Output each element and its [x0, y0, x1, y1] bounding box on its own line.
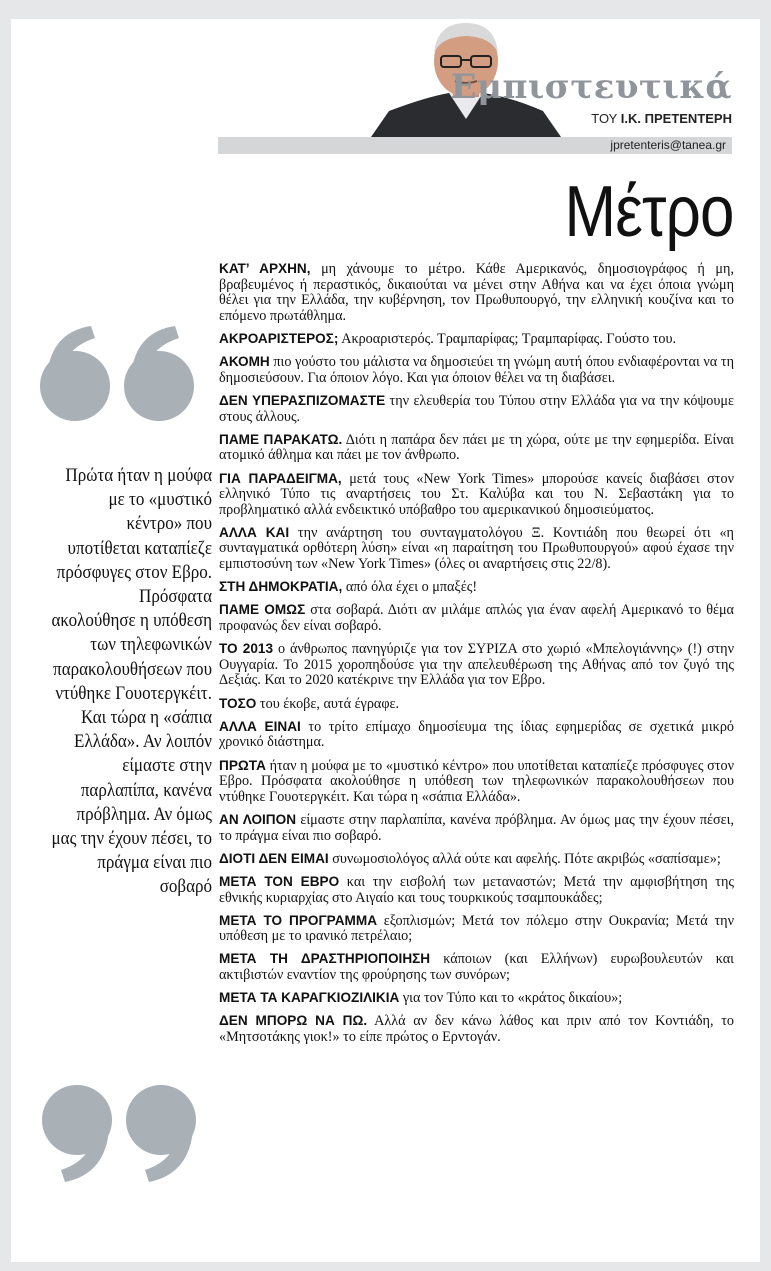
paragraph	[219, 641, 734, 689]
paragraph-lead: ΜΕΤΑ ΤΟ ΠΡΟΓΡΑΜΜΑ	[219, 912, 378, 928]
paragraph	[219, 851, 734, 868]
paragraph-lead: ΔΕΝ ΜΠΟΡΩ ΝΑ ΠΩ.	[219, 1013, 368, 1029]
email-bar	[218, 137, 732, 154]
author-email: jpretenteris@tanea.gr	[610, 138, 726, 152]
paragraph-text: μη χάνουμε το μέτρο. Κάθε Αμερικανός, δημοσιογράφος ή μη, βραβευμένος ή περαστικός, δικαιούται να μένει στην Αθήνα και να έχει όποια γνώμη θέλει για την Ελλάδα, την κυβέρνηση, τον Πρωθυπουργό, την ελληνική κουζίνα και το επόμενο πρωτάθλημα.	[219, 261, 734, 324]
paragraph-text: και την εισβολή των μεταναστών; Μετά την αμφισβήτηση της εθνικής κυριαρχίας στο Αιγαίο και τους τουρκικούς τσαμπουκάδες;	[219, 873, 734, 906]
article-body	[219, 261, 734, 1052]
paragraph-lead: ΑΛΛΑ ΚΑΙ	[219, 524, 290, 540]
paragraph	[219, 579, 734, 596]
headline: Μέτρο	[564, 172, 734, 252]
paragraph-lead: ΤΟΣΟ	[219, 695, 257, 711]
paragraph	[219, 602, 734, 634]
paragraph-lead: ΚΑΤ’ ΑΡΧΗΝ,	[219, 261, 311, 276]
paragraph-text: πιο γούστο του μάλιστα να δημοσιεύει τη γνώμη αυτή όπου ενδιαφέρονται να τη δημοσιεύσουν. Για όποιον λόγο. Και για όποιον θέλει να τη διαβάσει.	[219, 354, 734, 386]
paragraph	[219, 990, 734, 1007]
paragraph	[219, 913, 734, 945]
paragraph-lead: ΑΚΟΜΗ	[219, 354, 270, 370]
paragraph-text: για τον Τύπο και το «κράτος δικαίου»;	[399, 990, 623, 1007]
paragraph-lead: ΑΝ ΛΟΙΠΟΝ	[219, 811, 297, 827]
paragraph-lead: ΠΡΩΤΑ	[219, 757, 266, 773]
paragraph-text: Διότι η παπάρα δεν πάει με τη χώρα, ούτε με την εφημερίδα. Είναι ατομικό άθλημα και πάει με τον άνθρωπο.	[219, 431, 734, 464]
paragraph-text: είμαστε στην παρλαπίπα, κανένα πρόβλημα. Αν όμως μας την έχουν πέσει, το πράγμα είναι πιο σοβαρό.	[219, 811, 734, 844]
paragraph-text: του έκοβε, αυτά έγραφε.	[256, 695, 400, 712]
paragraph-lead: ΣΤΗ ΔΗΜΟΚΡΑΤΙΑ,	[219, 579, 343, 595]
close-quote-icon	[37, 1082, 201, 1182]
article-page	[11, 19, 760, 1262]
paragraph-lead: ΠΑΜΕ ΠΑΡΑΚΑΤΩ.	[219, 431, 343, 447]
paragraph	[219, 471, 734, 519]
paragraph	[219, 874, 734, 906]
column-title: Εμπιστευτικά	[450, 67, 732, 107]
paragraph	[219, 432, 734, 464]
paragraph-text: συνωμοσιολόγος αλλά ούτε και αφελής. Πότε ακριβώς «σαπίσαμε»;	[328, 850, 721, 867]
byline	[591, 111, 732, 126]
paragraph-lead: ΜΕΤΑ ΤΑ ΚΑΡΑΓΚΙΟΖΙΛΙΚΙΑ	[219, 990, 400, 1006]
paragraph	[219, 261, 734, 324]
paragraph	[219, 525, 734, 573]
paragraph-text: Αλλά αν δεν κάνω λάθος και πριν από τον Κοντιάδη, το «Μητσοτάκης γιοκ!» το είπε πρώτος ο Ερντογάν.	[219, 1013, 734, 1046]
open-quote-icon	[37, 326, 201, 424]
paragraph	[219, 812, 734, 844]
paragraph-text: κάποιων (και Ελλήνων) ευρωβουλευτών και ακτιβιστών εναντίον της φρούρησης των συνόρων;	[219, 951, 734, 984]
paragraph-text: την ανάρτηση του συνταγματολόγου Ξ. Κοντιάδη που θεωρεί ότι «η συνταγματικά ορθότερη λύση» είναι «η παραίτηση του Πρωθυπουργού» αφού έχασε την εμπιστοσύνη των «New York Times» (όλες οι αναρτήσεις στις 22/8).	[219, 524, 734, 573]
paragraph-lead: ΠΑΜΕ ΟΜΩΣ	[219, 602, 306, 618]
author-name: Ι.Κ. ΠΡΕΤΕΝΤΕΡΗ	[620, 111, 732, 126]
paragraph-text: μετά τους «New York Times» μπορούσε κανείς διαβάσει στον ελληνικό Τύπο τις αναρτήσεις του Στ. Καλύβα και του Ν. Σεβαστάκη για το προβληματικό αλλά ενδεικτικό υπόβαθρο του αμερικανικού δημοσιεύματος.	[219, 470, 734, 518]
paragraph	[219, 1013, 734, 1045]
paragraph	[219, 758, 734, 806]
paragraph-text: Ακροαριστερός. Τραμπαρίφας; Τραμπαρίφας. Γούστο του.	[338, 330, 677, 347]
paragraph	[219, 951, 734, 983]
paragraph-lead: ΤΟ 2013	[219, 641, 274, 657]
byline-prefix: ΤΟΥ	[591, 111, 618, 126]
paragraph-lead: ΜΕΤΑ ΤΟΝ ΕΒΡΟ	[219, 873, 340, 889]
paragraph	[219, 331, 734, 348]
pull-quote: Πρώτα ήταν η μούφα με το «μυστικό κέντρο» που υποτίθεται καταπίεζε πρόσφυγες στον Εβρο. Πρόσφατα ακολούθησε η υπόθεση των τηλεφωνικών παρακολουθήσεων που ντύθηκε Γουοτεργκέιτ. Και τώρα η «σάπια Ελλάδα». Αν λοιπόν είμαστε στην παρλαπίπα, κανένα πρόβλημα. Αν όμως μας την έχουν πέσει, το πράγμα είναι πιο σοβαρό	[51, 466, 213, 898]
paragraph-text: την ελευθερία του Τύπου στην Ελλάδα για να την κόψουμε στους άλλους.	[219, 392, 734, 425]
paragraph-lead: ΑΚΡΟΑΡΙΣΤΕΡΟΣ;	[219, 330, 339, 346]
paragraph-text: ήταν η μούφα με το «μυστικό κέντρο» που υποτίθεται καταπίεζε πρόσφυγες στον Εβρο. Πρόσφατα ακολούθησε η υπόθεση των τηλεφωνικών παρακολουθήσεων που ντύθηκε Γουοτεργκέιτ. Και τώρα η «σάπια Ελλάδα».	[219, 757, 734, 805]
paragraph-text: από όλα έχει ο μπαξές!	[342, 579, 478, 596]
paragraph-lead: ΓΙΑ ΠΑΡΑΔΕΙΓΜΑ,	[219, 470, 342, 486]
paragraph-lead: ΜΕΤΑ ΤΗ ΔΡΑΣΤΗΡΙΟΠΟΙΗΣΗ	[219, 951, 431, 967]
paragraph	[219, 719, 734, 751]
paragraph	[219, 354, 734, 386]
paragraph-lead: ΔΙΟΤΙ ΔΕΝ ΕΙΜΑΙ	[219, 850, 329, 866]
paragraph	[219, 696, 734, 713]
paragraph-lead: ΔΕΝ ΥΠΕΡΑΣΠΙΖΟΜΑΣΤΕ	[219, 392, 386, 408]
paragraph-text: εξοπλισμών; Μετά τον πόλεμο στην Ουκρανία; Μετά την υπόθεση με το ιρανικό πετρέλαιο;	[219, 912, 734, 945]
paragraph-lead: ΑΛΛΑ ΕΙΝΑΙ	[219, 718, 301, 734]
paragraph-text: το τρίτο επίμαχο δημοσίευμα της ίδιας εφημερίδας σε σχετικά μικρό χρονικό διάστημα.	[219, 718, 734, 751]
paragraph-text: ο άνθρωπος πανηγύριζε για τον ΣΥΡΙΖΑ στο χωριό «Μπελογιάννης» (!) στην Ουγγαρία. Το 2015 χοροπηδούσε για την απελευθέρωση της Αθήνας από τον ζυγό της Δεξιάς. Και το 2020 κατέκρινε την Ελλάδα για τον Εβρο.	[219, 641, 735, 689]
paragraph-text: στα σοβαρά. Διότι αν μιλάμε απλώς για έναν αφελή Αμερικανό το θέμα προφανώς δεν είναι σοβαρό.	[219, 602, 734, 635]
paragraph	[219, 393, 734, 425]
